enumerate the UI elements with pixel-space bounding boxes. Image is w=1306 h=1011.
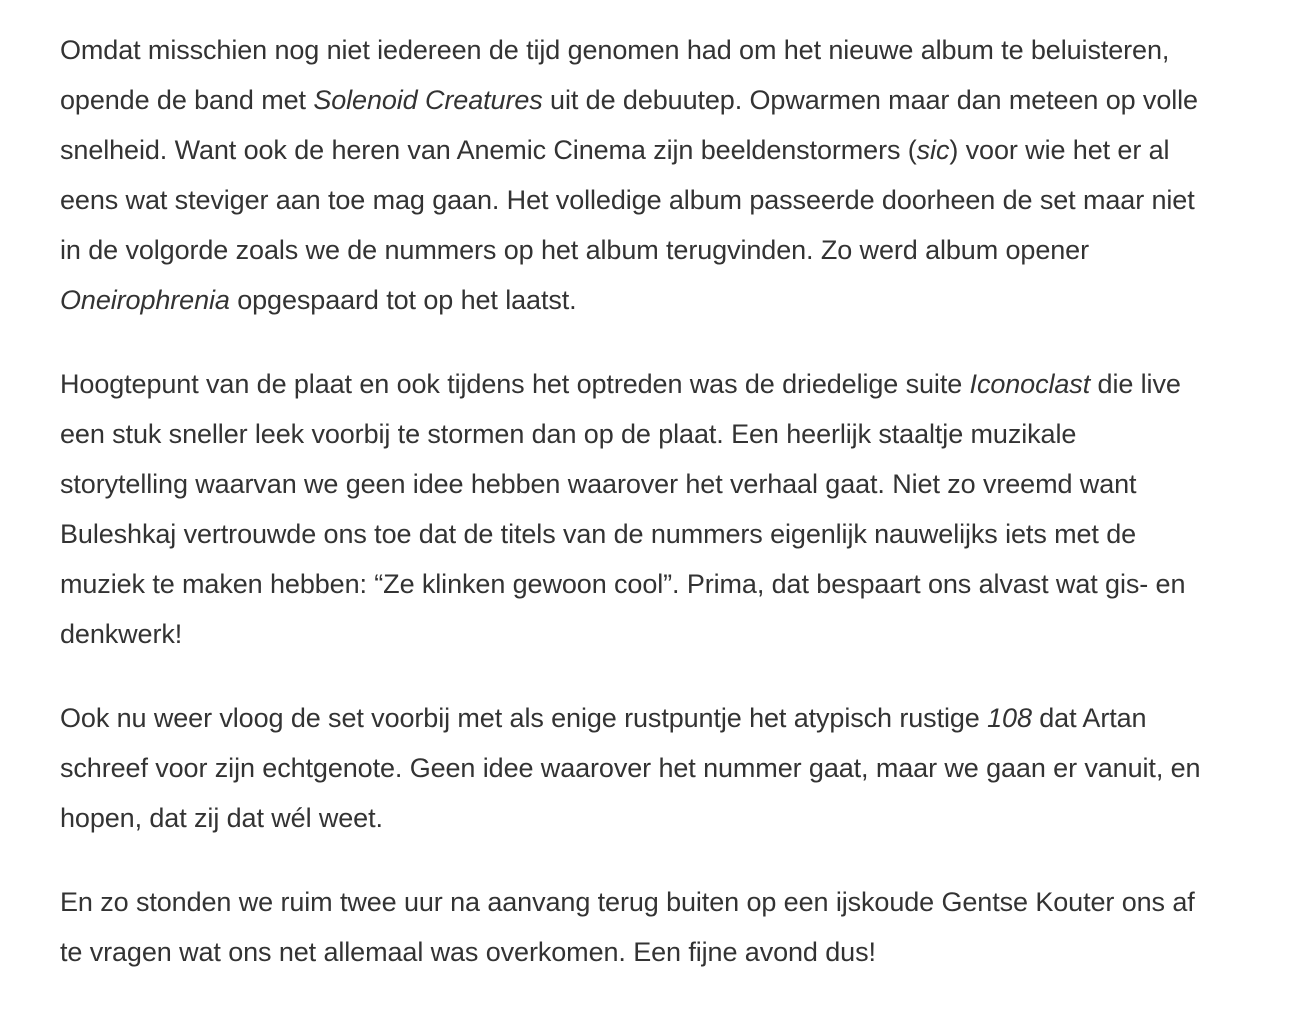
text-line: hopen, dat zij dat wél weet.: [60, 803, 383, 833]
song-title: Oneirophrenia: [60, 285, 230, 315]
text-run: dat Artan: [1031, 703, 1147, 733]
text-line: storytelling waarvan we geen idee hebben waarover het verhaal gaat. Niet zo vreemd want: [60, 469, 1137, 499]
text-line: muziek te maken hebben: “Ze klinken gewoon cool”. Prima, dat bespaart ons alvast wat gis- en: [60, 569, 1186, 599]
text-line: eens wat steviger aan toe mag gaan. Het volledige album passeerde doorheen de set maar niet: [60, 185, 1195, 215]
paragraph-quiet-moment: [60, 693, 1260, 843]
paragraph-opening-set: [60, 25, 1260, 325]
text-line: [60, 75, 1260, 125]
text-line: denkwerk!: [60, 619, 183, 649]
text-line: En zo stonden we ruim twee uur na aanvang terug buiten op een ijskoude Gentse Kouter ons af: [60, 887, 1195, 917]
text-run: die live: [1090, 369, 1181, 399]
text-run: opgespaard tot op het laatst.: [229, 285, 577, 315]
paragraph-closing: [60, 877, 1260, 977]
text-run: opende de band met: [60, 85, 314, 115]
text-line: [60, 359, 1260, 409]
text-line: Buleshkaj vertrouwde ons toe dat de titels van de nummers eigenlijk nauwelijks iets met de: [60, 519, 1137, 549]
text-run: snelheid. Want ook de heren van Anemic Cinema zijn beeldenstormers (: [60, 135, 917, 165]
emphasis-sic: sic: [916, 135, 950, 165]
song-title: 108: [987, 703, 1032, 733]
text-run: Hoogtepunt van de plaat en ook tijdens het optreden was de driedelige suite: [60, 369, 970, 399]
text-line: [60, 693, 1260, 743]
text-line: schreef voor zijn echtgenote. Geen idee waarover het nummer gaat, maar we gaan er vanuit, en: [60, 753, 1201, 783]
article-body: [60, 25, 1260, 1011]
text-run: Ook nu weer vloog de set voorbij met als enige rustpuntje het atypisch rustige: [60, 703, 988, 733]
text-run: uit de debuutep. Opwarmen maar dan meteen op volle: [542, 85, 1198, 115]
text-run: ) voor wie het er al: [949, 135, 1170, 165]
text-line: een stuk sneller leek voorbij te stormen dan op de plaat. Een heerlijk staaltje muzikale: [60, 419, 1077, 449]
text-line: Omdat misschien nog niet iedereen de tijd genomen had om het nieuwe album te beluisteren,: [60, 35, 1170, 65]
text-line: te vragen wat ons net allemaal was overkomen. Een fijne avond dus!: [60, 937, 876, 967]
song-title: Solenoid Creatures: [313, 85, 543, 115]
paragraph-highlight: [60, 359, 1260, 659]
text-line: [60, 125, 1260, 175]
song-title: Iconoclast: [969, 369, 1091, 399]
text-line: in de volgorde zoals we de nummers op het album terugvinden. Zo werd album opener: [60, 235, 1089, 265]
text-line: [60, 275, 1260, 325]
